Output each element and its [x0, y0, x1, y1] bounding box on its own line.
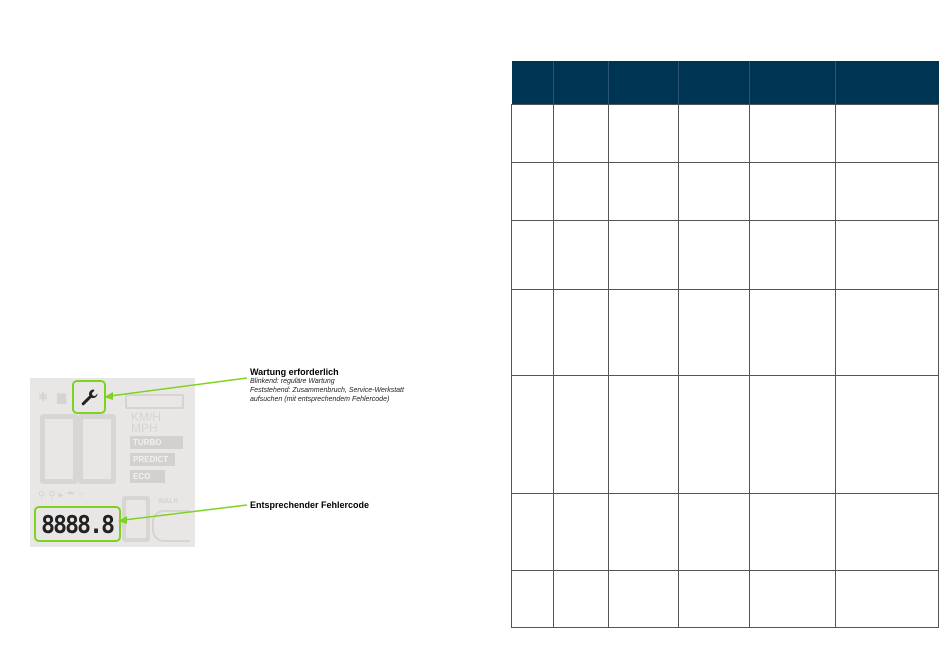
table-header-cell: [679, 61, 750, 105]
service-callout-line2: Feststehend: Zusammenbruch, Service-Werkstatt: [250, 387, 404, 394]
table-row: [512, 570, 939, 627]
service-arrow: [110, 378, 247, 396]
unit-kmh: KM/H: [131, 410, 161, 424]
table-header-cell: [512, 61, 554, 105]
mode-eco: ECO: [130, 470, 165, 483]
table-header-cell: [836, 61, 939, 105]
walk-label: WALK: [158, 498, 179, 505]
table-cell: [609, 163, 679, 221]
service-callout-line1: Blinkend: reguläre Wartung: [250, 378, 335, 385]
bluetooth-icon: ✱: [38, 390, 49, 404]
table-cell: [750, 163, 836, 221]
table-cell: [609, 105, 679, 163]
service-callout: [250, 367, 404, 404]
error-code-digits: 8888.8: [41, 509, 114, 539]
error-code-arrow: [124, 505, 247, 520]
table-cell: [512, 570, 554, 627]
table-row: [512, 376, 939, 494]
table-cell: [609, 221, 679, 289]
table-row: [512, 163, 939, 221]
table-cell: [554, 221, 609, 289]
table-header-cell: [750, 61, 836, 105]
table-cell: [679, 221, 750, 289]
table-cell: [836, 570, 939, 627]
table-cell: [750, 289, 836, 375]
mode-turbo: TURBO: [130, 436, 183, 449]
service-arrowhead: [104, 392, 113, 400]
table-cell: [554, 376, 609, 494]
table-cell: [609, 570, 679, 627]
table-cell: [512, 221, 554, 289]
table-cell: [512, 289, 554, 375]
table-cell: [750, 221, 836, 289]
unit-mph: MPH: [131, 421, 158, 435]
table-row: [512, 105, 939, 163]
table-cell: [609, 289, 679, 375]
table-cell: [554, 163, 609, 221]
table-cell: [679, 570, 750, 627]
table-row: [512, 221, 939, 289]
table-cell: [679, 289, 750, 375]
table-cell: [836, 289, 939, 375]
error-code-callout: [250, 500, 369, 510]
table-cell: [512, 163, 554, 221]
table-row: [512, 289, 939, 375]
lock-icon: ▆: [57, 390, 67, 404]
table-header-cell: [554, 61, 609, 105]
table-cell: [554, 570, 609, 627]
table-cell: [554, 494, 609, 570]
table-cell: [679, 105, 750, 163]
table-cell: [679, 494, 750, 570]
table-cell: [609, 494, 679, 570]
table-cell: [836, 494, 939, 570]
table-cell: [512, 494, 554, 570]
table-cell: [750, 494, 836, 570]
table-cell: [512, 376, 554, 494]
table-cell: [609, 376, 679, 494]
table-cell: [836, 221, 939, 289]
table-cell: [554, 105, 609, 163]
error-code-arrowhead: [118, 516, 127, 524]
service-callout-line3: aufsuchen (mit entsprechendem Fehlercode): [250, 396, 390, 403]
table-cell: [836, 105, 939, 163]
mode-predict: PREDICT: [130, 453, 175, 466]
table-cell: [679, 163, 750, 221]
table-cell: [512, 105, 554, 163]
error-code-callout-title: Entsprechender Fehlercode: [250, 500, 370, 510]
table-header-row: [512, 61, 939, 105]
table-cell: [750, 105, 836, 163]
table-header-cell: [609, 61, 679, 105]
table-row: [512, 494, 939, 570]
location-icon: ⚲ ⚲ ▸ ☂ ♂: [38, 490, 86, 501]
table-cell: [750, 570, 836, 627]
table-cell: [750, 376, 836, 494]
table-cell: [679, 376, 750, 494]
error-code-table: [511, 61, 939, 628]
service-callout-title: Wartung erforderlich: [250, 367, 339, 377]
table-cell: [554, 289, 609, 375]
table-cell: [836, 376, 939, 494]
table-cell: [836, 163, 939, 221]
